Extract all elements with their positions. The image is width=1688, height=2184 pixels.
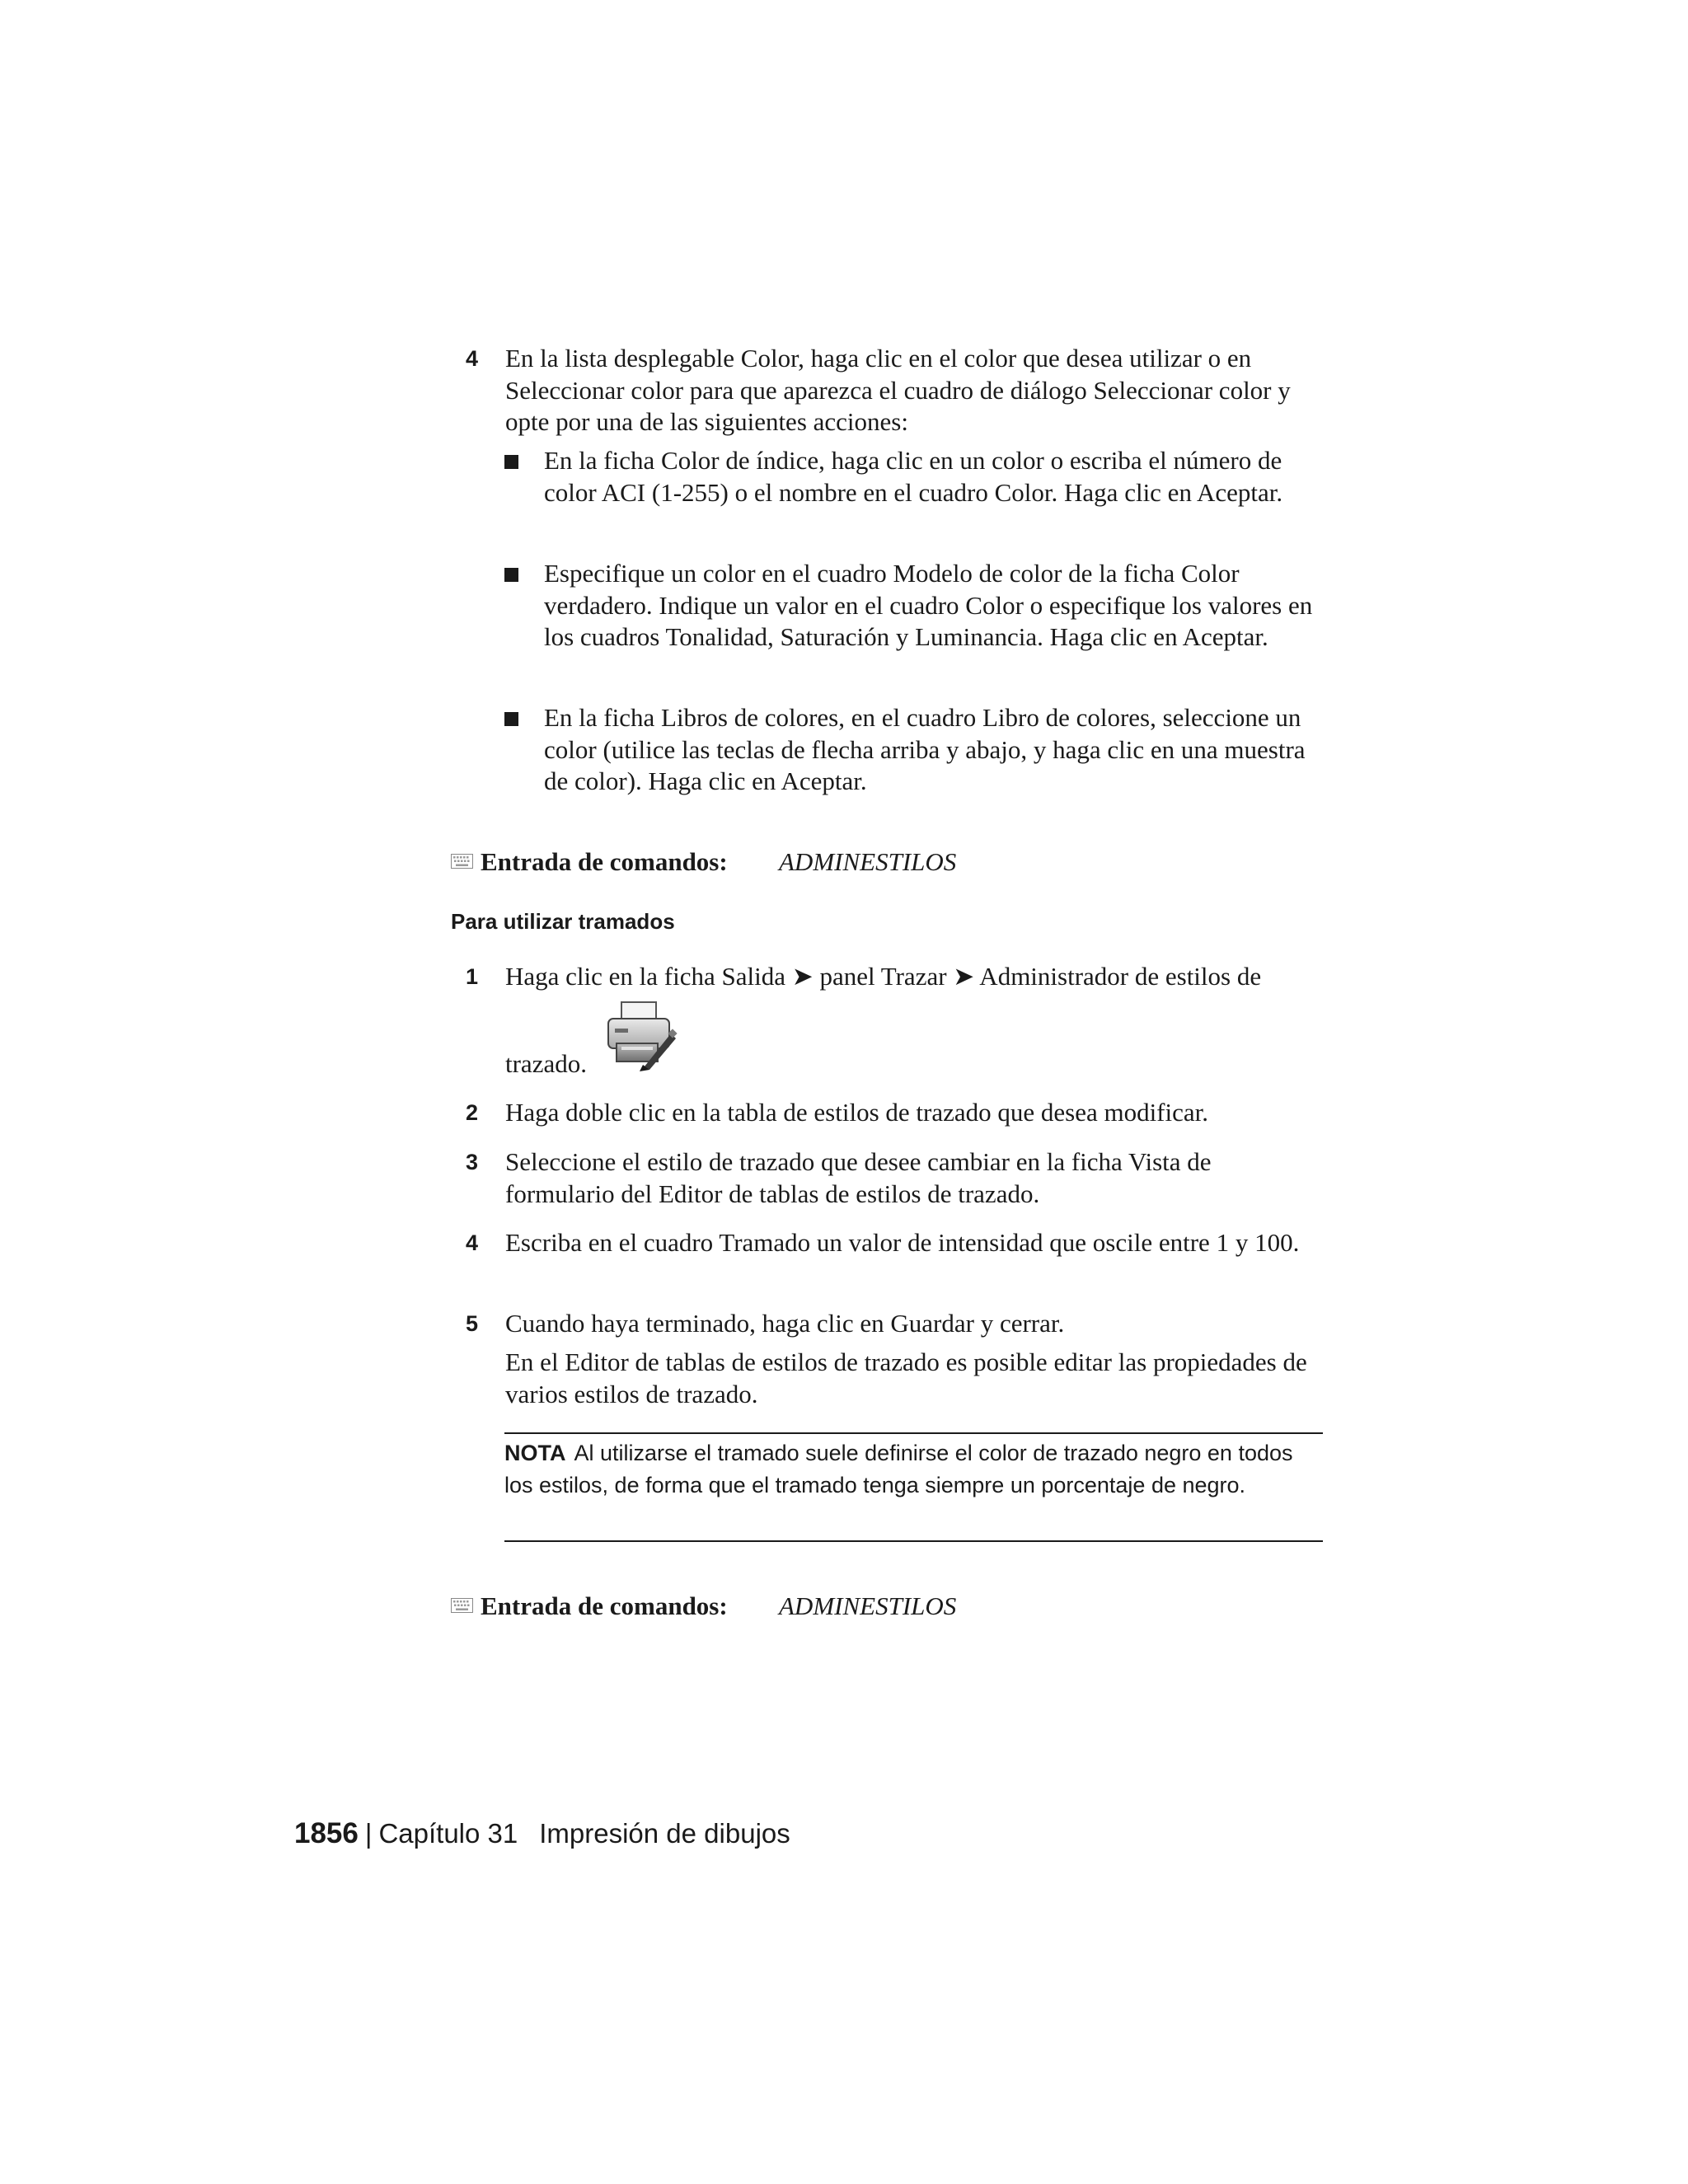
bullet-color-books: [504, 702, 1323, 798]
note-label: NOTA: [504, 1441, 566, 1465]
bullet-color-index: [504, 445, 1323, 541]
note-top-rule: [504, 1432, 1323, 1434]
step-1-plot-style-manager: [466, 961, 1323, 1080]
command-entry: [451, 1590, 1028, 1623]
chapter-title: Impresión de dibujos: [539, 1818, 790, 1849]
step-text: Haga doble clic en la tabla de estilos de trazado que desea modificar.: [505, 1098, 1208, 1127]
step-text: Escriba en el cuadro Tramado un valor de intensidad que oscile entre 1 y 100.: [505, 1228, 1300, 1257]
bullet-text: En la ficha Color de índice, haga clic en un color o escriba el número de color ACI (1-255) o el nombre en el cuadro Color. Haga clic en Aceptar.: [544, 446, 1283, 507]
page-number: 1856: [294, 1817, 359, 1849]
command-entry-label: Entrada de comandos:: [481, 1591, 728, 1620]
step-number: 4: [466, 1230, 479, 1255]
step-3: [466, 1146, 1323, 1211]
step-number: 2: [466, 1100, 479, 1125]
footer-separator: |: [364, 1818, 373, 1849]
step-text: En la lista desplegable Color, haga clic en el color que desea utilizar o en Seleccionar color para que aparezca el cuadro de diálogo Seleccionar color y opte por una de las siguientes acciones:: [505, 344, 1291, 436]
step-number: 4: [466, 346, 479, 371]
step-number: 5: [466, 1311, 479, 1336]
page-footer: [294, 1816, 790, 1852]
section-heading: Para utilizar tramados: [451, 909, 675, 934]
step-5-description: En el Editor de tablas de estilos de trazado es posible editar las propiedades de varios estilos de trazado.: [505, 1347, 1307, 1408]
step-text: Seleccione el estilo de trazado que desee cambiar en la ficha Vista de formulario del Editor de tablas de estilos de trazado.: [505, 1147, 1212, 1208]
command-name: ADMINESTILOS: [779, 1591, 957, 1620]
step-text: Cuando haya terminado, haga clic en Guardar y cerrar.: [505, 1309, 1065, 1338]
bullet-square-icon: [504, 568, 518, 582]
note-bottom-rule: [504, 1540, 1323, 1542]
bullet-square-icon: [504, 712, 518, 726]
step-text: Haga clic en la ficha Salida ➤ panel Trazar ➤ Administrador de estilos de: [505, 962, 1262, 991]
step-number: 3: [466, 1150, 479, 1174]
bullet-true-color: [504, 558, 1323, 686]
command-entry-label: Entrada de comandos:: [481, 847, 728, 876]
command-entry: [451, 846, 1028, 879]
chapter-number: Capítulo 31: [378, 1818, 518, 1849]
bullet-text: Especifique un color en el cuadro Modelo de color de la ficha Color verdadero. Indique un valor en el cuadro Color o especifique los valores en los cuadros Tonalidad, Saturación y Luminancia. Haga clic en Aceptar.: [544, 559, 1313, 651]
note-block: [504, 1437, 1323, 1501]
plot-style-manager-icon: [603, 999, 678, 1073]
step-4-color-list: [466, 343, 1323, 438]
step-text-continued: trazado.: [505, 1049, 587, 1078]
bullet-square-icon: [504, 455, 518, 469]
step-4: [466, 1227, 1323, 1291]
keyboard-icon: [451, 1598, 473, 1613]
note-text: Al utilizarse el tramado suele definirse el color de trazado negro en todos los estilos, de forma que el tramado tenga siempre un porcentaje de negro.: [504, 1441, 1293, 1497]
command-name: ADMINESTILOS: [779, 847, 957, 876]
step-2: [466, 1097, 1323, 1130]
bullet-text: En la ficha Libros de colores, en el cuadro Libro de colores, seleccione un color (utilice las teclas de flecha arriba y abajo, y haga clic en una muestra de color). Haga clic en Aceptar.: [544, 703, 1306, 795]
keyboard-icon: [451, 854, 473, 869]
step-5: [466, 1308, 1323, 1341]
step-number: 1: [466, 964, 479, 989]
